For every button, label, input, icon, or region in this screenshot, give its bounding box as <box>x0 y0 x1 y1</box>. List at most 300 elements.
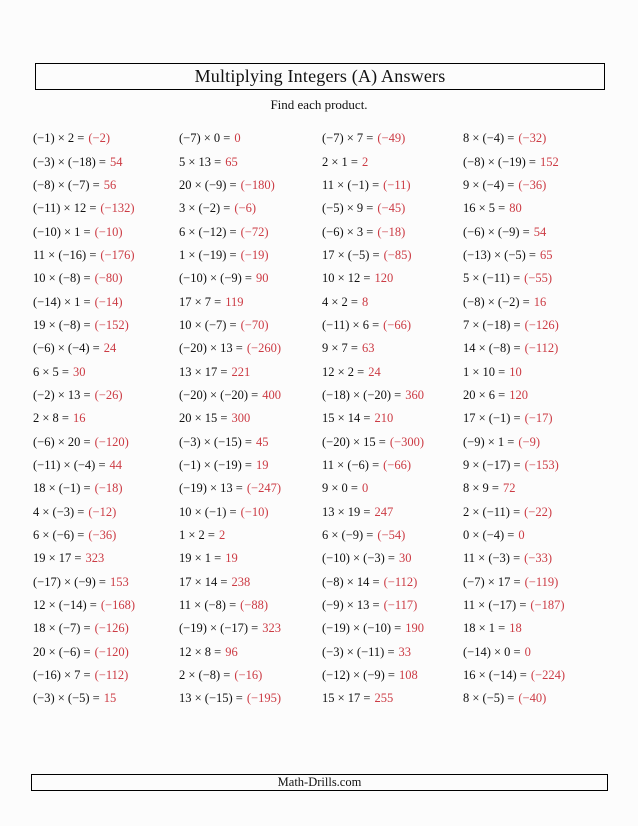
problem-item <box>33 430 179 453</box>
problem-expression: (−18) × (−20) = <box>322 387 402 402</box>
problem-expression: 10 × (−1) = <box>179 504 237 519</box>
problem-expression: (−9) × 13 = <box>322 598 380 613</box>
problem-expression: 11 × (−3) = <box>463 551 521 566</box>
problem-item <box>463 477 608 500</box>
problem-answer: (−11) <box>383 177 411 192</box>
problem-answer: (−119) <box>524 574 559 589</box>
problem-item <box>463 314 608 337</box>
problem-answer: 56 <box>103 177 117 192</box>
title-box <box>35 63 605 90</box>
problem-item <box>33 617 179 640</box>
problem-expression: 1 × (−19) = <box>179 247 237 262</box>
problem-expression: (−19) × 13 = <box>179 481 243 496</box>
problem-expression: 13 × 19 = <box>322 504 371 519</box>
problem-item <box>322 477 463 500</box>
problem-expression: (−11) × (−4) = <box>33 457 106 472</box>
problem-item <box>322 454 463 477</box>
problem-answer: (−36) <box>518 177 547 192</box>
problem-item <box>179 430 322 453</box>
problem-expression: 9 × 7 = <box>322 341 358 356</box>
problem-item <box>463 384 608 407</box>
problem-column <box>33 127 179 711</box>
problem-expression: (−2) × 13 = <box>33 387 91 402</box>
problem-item <box>33 594 179 617</box>
problem-answer: (−40) <box>518 691 547 706</box>
problem-expression: (−6) × 3 = <box>322 224 374 239</box>
problem-answer: (−54) <box>377 528 406 543</box>
problem-expression: 9 × (−17) = <box>463 457 521 472</box>
problem-answer: (−112) <box>383 574 418 589</box>
problem-answer: 120 <box>509 387 528 402</box>
problem-item <box>463 174 608 197</box>
problem-answer: 2 <box>361 154 369 169</box>
problem-expression: 12 × 8 = <box>179 644 222 659</box>
problem-item <box>463 407 608 430</box>
problem-item <box>33 524 179 547</box>
problem-item <box>322 244 463 267</box>
problem-item <box>179 617 322 640</box>
problem-answer: (−49) <box>377 131 406 146</box>
problem-item <box>179 641 322 664</box>
problem-answer: 24 <box>368 364 381 379</box>
problem-expression: 1 × 2 = <box>179 528 215 543</box>
problem-answer: (−10) <box>240 504 269 519</box>
problem-answer: 30 <box>72 364 86 379</box>
problem-answer: (−14) <box>94 294 123 309</box>
problem-answer: 96 <box>225 644 238 659</box>
problem-answer: 24 <box>103 341 117 356</box>
problem-item <box>179 501 322 524</box>
problem-answer: (−120) <box>94 644 129 659</box>
problem-item <box>179 454 322 477</box>
problem-expression: (−3) × (−18) = <box>33 154 106 169</box>
problem-item <box>463 290 608 313</box>
problem-answer: 0 <box>518 528 525 543</box>
problem-column <box>179 127 322 711</box>
problem-item <box>322 174 463 197</box>
problem-answer: 54 <box>533 224 547 239</box>
problem-answer: (−300) <box>389 434 424 449</box>
problem-item <box>463 430 608 453</box>
problem-answer: (−2) <box>88 131 110 146</box>
problem-answer: (−126) <box>94 621 129 636</box>
problem-expression: (−8) × (−7) = <box>33 177 100 192</box>
instruction-text: Find each product. <box>270 97 368 112</box>
problem-answer: (−18) <box>377 224 406 239</box>
problem-expression: 19 × 1 = <box>179 551 222 566</box>
problem-expression: 12 × (−14) = <box>33 598 97 613</box>
problem-expression: 1 × 10 = <box>463 364 506 379</box>
problem-answer: (−16) <box>234 668 263 683</box>
problem-item <box>322 407 463 430</box>
problem-item <box>322 430 463 453</box>
problem-item <box>179 524 322 547</box>
problem-expression: 2 × 8 = <box>33 411 69 426</box>
problem-item <box>179 174 322 197</box>
problem-expression: 17 × (−5) = <box>322 247 380 262</box>
problem-expression: 11 × (−16) = <box>33 247 97 262</box>
problem-answer: (−247) <box>246 481 281 496</box>
problem-item <box>322 290 463 313</box>
problem-expression: (−20) × (−20) = <box>179 387 259 402</box>
problem-item <box>33 454 179 477</box>
problem-item <box>179 477 322 500</box>
problem-answer: 221 <box>231 364 251 379</box>
problem-expression: (−3) × (−5) = <box>33 691 100 706</box>
problem-item <box>179 360 322 383</box>
problem-answer: (−66) <box>383 317 412 332</box>
problem-answer: (−88) <box>240 598 269 613</box>
problem-answer: (−45) <box>377 201 406 216</box>
problem-item <box>179 197 322 220</box>
problem-item <box>33 407 179 430</box>
problem-answer: 16 <box>533 294 547 309</box>
problem-item <box>33 501 179 524</box>
problem-expression: 5 × 13 = <box>179 154 222 169</box>
problem-answer: (−176) <box>100 247 135 262</box>
problem-answer: (−19) <box>240 247 269 262</box>
problem-answer: (−132) <box>100 201 135 216</box>
problem-answer: 33 <box>398 644 412 659</box>
problem-answer: (−32) <box>518 131 547 146</box>
problem-expression: 7 × (−18) = <box>463 317 521 332</box>
problem-expression: (−8) × 14 = <box>322 574 380 589</box>
problem-answer: 54 <box>109 154 123 169</box>
problem-item <box>322 384 463 407</box>
problem-answer: 120 <box>374 271 394 286</box>
problem-expression: (−3) × (−15) = <box>179 434 252 449</box>
problem-item <box>463 547 608 570</box>
problem-expression: 11 × (−1) = <box>322 177 380 192</box>
problem-expression: (−3) × (−11) = <box>322 644 395 659</box>
problem-answer: 80 <box>509 201 522 216</box>
problem-answer: 65 <box>539 247 553 262</box>
problem-answer: 0 <box>361 481 369 496</box>
problem-expression: (−19) × (−10) = <box>322 621 402 636</box>
problem-item <box>322 617 463 640</box>
problem-answer: (−72) <box>240 224 269 239</box>
problem-answer: (−117) <box>383 598 418 613</box>
problem-answer: (−22) <box>524 504 553 519</box>
problem-answer: (−36) <box>88 528 117 543</box>
problem-answer: 210 <box>374 411 394 426</box>
problem-item <box>33 664 179 687</box>
problem-answer: (−187) <box>530 598 565 613</box>
problem-expression: 8 × (−5) = <box>463 691 515 706</box>
problem-answer: (−12) <box>88 504 117 519</box>
problem-expression: (−14) × 0 = <box>463 644 521 659</box>
problem-expression: (−1) × (−19) = <box>179 457 252 472</box>
problem-expression: 20 × (−9) = <box>179 177 237 192</box>
problem-answer: (−33) <box>524 551 553 566</box>
problem-expression: 13 × (−15) = <box>179 691 243 706</box>
problem-expression: (−10) × (−9) = <box>179 271 252 286</box>
problem-expression: (−12) × (−9) = <box>322 668 395 683</box>
problem-answer: 8 <box>361 294 369 309</box>
problem-item <box>33 687 179 710</box>
problem-answer: (−26) <box>94 387 123 402</box>
problem-answer: 45 <box>255 434 269 449</box>
problem-item <box>179 290 322 313</box>
problem-expression: 2 × (−8) = <box>179 668 231 683</box>
problem-expression: 0 × (−4) = <box>463 528 515 543</box>
problem-expression: (−7) × 17 = <box>463 574 521 589</box>
problem-expression: (−10) × 1 = <box>33 224 91 239</box>
problem-item <box>179 337 322 360</box>
problem-answer: 152 <box>539 154 559 169</box>
problem-answer: 72 <box>502 481 516 496</box>
problem-expression: (−8) × (−2) = <box>463 294 530 309</box>
problem-item <box>322 197 463 220</box>
problem-expression: (−11) × 12 = <box>33 201 97 216</box>
problem-answer: (−10) <box>94 224 123 239</box>
problem-answer: 65 <box>225 154 238 169</box>
problem-item <box>33 477 179 500</box>
problem-expression: 17 × 7 = <box>179 294 222 309</box>
problem-item <box>179 547 322 570</box>
problem-item <box>33 547 179 570</box>
problem-answer: (−260) <box>246 341 281 356</box>
problem-expression: 6 × (−6) = <box>33 528 85 543</box>
problem-item <box>33 571 179 594</box>
problem-expression: (−6) × (−4) = <box>33 341 100 356</box>
problem-item <box>322 127 463 150</box>
problem-answer: (−126) <box>524 317 559 332</box>
problem-item <box>33 127 179 150</box>
problem-expression: 10 × (−8) = <box>33 271 91 286</box>
problem-item <box>322 571 463 594</box>
problem-answer: (−80) <box>94 271 123 286</box>
problem-answer: (−152) <box>94 317 129 332</box>
problem-expression: 5 × (−11) = <box>463 271 521 286</box>
problem-answer: 2 <box>218 528 226 543</box>
problem-item <box>463 267 608 290</box>
problem-item <box>463 360 608 383</box>
problem-expression: 6 × (−12) = <box>179 224 237 239</box>
problem-answer: 360 <box>405 387 424 402</box>
problem-expression: 6 × 5 = <box>33 364 69 379</box>
problem-item <box>33 174 179 197</box>
problem-expression: 10 × (−7) = <box>179 317 237 332</box>
problem-item <box>179 314 322 337</box>
problem-item <box>322 641 463 664</box>
problem-item <box>463 127 608 150</box>
problem-answer: 119 <box>225 294 244 309</box>
problem-expression: 12 × 2 = <box>322 364 365 379</box>
problem-item <box>33 267 179 290</box>
problem-expression: (−20) × 15 = <box>322 434 386 449</box>
problem-item <box>179 384 322 407</box>
problem-expression: 15 × 17 = <box>322 691 371 706</box>
problem-expression: 8 × 9 = <box>463 481 499 496</box>
problem-expression: (−1) × 2 = <box>33 131 85 146</box>
problem-answer: 190 <box>405 621 424 636</box>
problem-expression: 4 × (−3) = <box>33 504 85 519</box>
problem-answer: 0 <box>234 131 241 146</box>
problem-answer: 44 <box>109 457 123 472</box>
problem-expression: 17 × (−1) = <box>463 411 521 426</box>
problem-expression: (−8) × (−19) = <box>463 154 536 169</box>
problem-expression: (−16) × 7 = <box>33 668 91 683</box>
problem-answer: (−66) <box>383 457 412 472</box>
problem-item <box>33 150 179 173</box>
problem-expression: (−6) × 20 = <box>33 434 91 449</box>
problem-expression: 20 × 6 = <box>463 387 506 402</box>
problem-item <box>322 501 463 524</box>
problem-expression: (−13) × (−5) = <box>463 247 536 262</box>
problem-item <box>179 594 322 617</box>
problem-answer: 238 <box>231 574 251 589</box>
problem-answer: 247 <box>374 504 394 519</box>
problem-expression: 9 × 0 = <box>322 481 358 496</box>
problem-item <box>463 337 608 360</box>
problem-item <box>463 687 608 710</box>
problem-expression: (−6) × (−9) = <box>463 224 530 239</box>
problem-answer: 19 <box>255 457 269 472</box>
problem-item <box>33 641 179 664</box>
problem-item <box>179 571 322 594</box>
problem-expression: (−20) × 13 = <box>179 341 243 356</box>
problem-expression: 13 × 17 = <box>179 364 228 379</box>
problem-answer: 90 <box>255 271 269 286</box>
problem-answer: (−195) <box>246 691 281 706</box>
problem-expression: (−17) × (−9) = <box>33 574 106 589</box>
problem-item <box>322 547 463 570</box>
problem-answer: 19 <box>225 551 238 566</box>
problem-item <box>463 150 608 173</box>
problem-expression: 9 × (−4) = <box>463 177 515 192</box>
problem-item <box>33 220 179 243</box>
problem-item <box>322 220 463 243</box>
problem-item <box>463 641 608 664</box>
problem-item <box>179 664 322 687</box>
problem-expression: 11 × (−6) = <box>322 457 380 472</box>
footer-box <box>31 774 608 791</box>
problem-expression: 19 × 17 = <box>33 551 82 566</box>
problem-expression: (−7) × 0 = <box>179 131 231 146</box>
problem-item <box>179 220 322 243</box>
problem-item <box>322 337 463 360</box>
problem-answer: 16 <box>72 411 86 426</box>
problem-item <box>463 501 608 524</box>
problem-item <box>463 244 608 267</box>
problem-item <box>463 571 608 594</box>
problem-expression: 16 × 5 = <box>463 201 506 216</box>
problem-expression: 11 × (−17) = <box>463 598 527 613</box>
problem-item <box>33 290 179 313</box>
problem-expression: (−10) × (−3) = <box>322 551 395 566</box>
problem-answer: (−153) <box>524 457 559 472</box>
problem-item <box>33 337 179 360</box>
problem-expression: (−5) × 9 = <box>322 201 374 216</box>
problem-item <box>322 664 463 687</box>
problem-answer: 400 <box>262 387 281 402</box>
problem-expression: (−11) × 6 = <box>322 317 380 332</box>
problem-answer: (−55) <box>524 271 553 286</box>
footer-text: Math-Drills.com <box>277 775 362 789</box>
problem-expression: (−7) × 7 = <box>322 131 374 146</box>
problem-answer: (−9) <box>518 434 540 449</box>
problem-expression: 18 × 1 = <box>463 621 506 636</box>
problem-answer: (−18) <box>94 481 123 496</box>
problem-item <box>463 594 608 617</box>
problem-answer: 63 <box>361 341 375 356</box>
problem-expression: 19 × (−8) = <box>33 317 91 332</box>
problem-answer: 18 <box>509 621 522 636</box>
problem-answer: 0 <box>524 644 531 659</box>
problem-item <box>322 594 463 617</box>
problems-grid <box>33 127 608 711</box>
problem-answer: (−17) <box>524 411 553 426</box>
problem-expression: 16 × (−14) = <box>463 668 527 683</box>
problem-answer: (−120) <box>94 434 129 449</box>
problem-expression: 18 × (−7) = <box>33 621 91 636</box>
problem-expression: (−19) × (−17) = <box>179 621 259 636</box>
problem-column <box>463 127 608 711</box>
problem-expression: 10 × 12 = <box>322 271 371 286</box>
problem-item <box>179 127 322 150</box>
problem-item <box>463 524 608 547</box>
problem-expression: 15 × 14 = <box>322 411 371 426</box>
problem-item <box>179 244 322 267</box>
problem-item <box>463 220 608 243</box>
problem-item <box>322 314 463 337</box>
problem-answer: 30 <box>398 551 412 566</box>
problem-answer: 15 <box>103 691 117 706</box>
problem-item <box>33 314 179 337</box>
problem-expression: 20 × 15 = <box>179 411 228 426</box>
problem-answer: (−112) <box>524 341 559 356</box>
problem-item <box>179 687 322 710</box>
problem-item <box>179 150 322 173</box>
problem-expression: 8 × (−4) = <box>463 131 515 146</box>
problem-item <box>322 687 463 710</box>
problem-answer: (−224) <box>530 668 565 683</box>
problem-answer: (−6) <box>234 201 256 216</box>
problem-answer: 10 <box>509 364 522 379</box>
problem-item <box>463 664 608 687</box>
problem-expression: 18 × (−1) = <box>33 481 91 496</box>
page-title: Multiplying Integers (A) Answers <box>194 66 446 86</box>
problem-expression: 11 × (−8) = <box>179 598 237 613</box>
problem-column <box>322 127 463 711</box>
problem-expression: 4 × 2 = <box>322 294 358 309</box>
problem-item <box>322 360 463 383</box>
problem-item <box>463 454 608 477</box>
problem-expression: 6 × (−9) = <box>322 528 374 543</box>
problem-answer: 255 <box>374 691 394 706</box>
problem-item <box>463 197 608 220</box>
problem-expression: 3 × (−2) = <box>179 201 231 216</box>
problem-expression: (−9) × 1 = <box>463 434 515 449</box>
problem-item <box>179 407 322 430</box>
problem-answer: 323 <box>85 551 105 566</box>
problem-answer: (−112) <box>94 668 129 683</box>
problem-expression: (−14) × 1 = <box>33 294 91 309</box>
problem-answer: 153 <box>109 574 129 589</box>
problem-item <box>463 617 608 640</box>
problem-answer: 323 <box>262 621 281 636</box>
problem-item <box>179 267 322 290</box>
problem-answer: 300 <box>231 411 251 426</box>
problem-expression: 2 × (−11) = <box>463 504 521 519</box>
problem-answer: (−168) <box>100 598 135 613</box>
problem-item <box>33 384 179 407</box>
problem-answer: 108 <box>398 668 418 683</box>
problem-answer: (−85) <box>383 247 412 262</box>
problem-item <box>322 524 463 547</box>
problem-expression: 20 × (−6) = <box>33 644 91 659</box>
